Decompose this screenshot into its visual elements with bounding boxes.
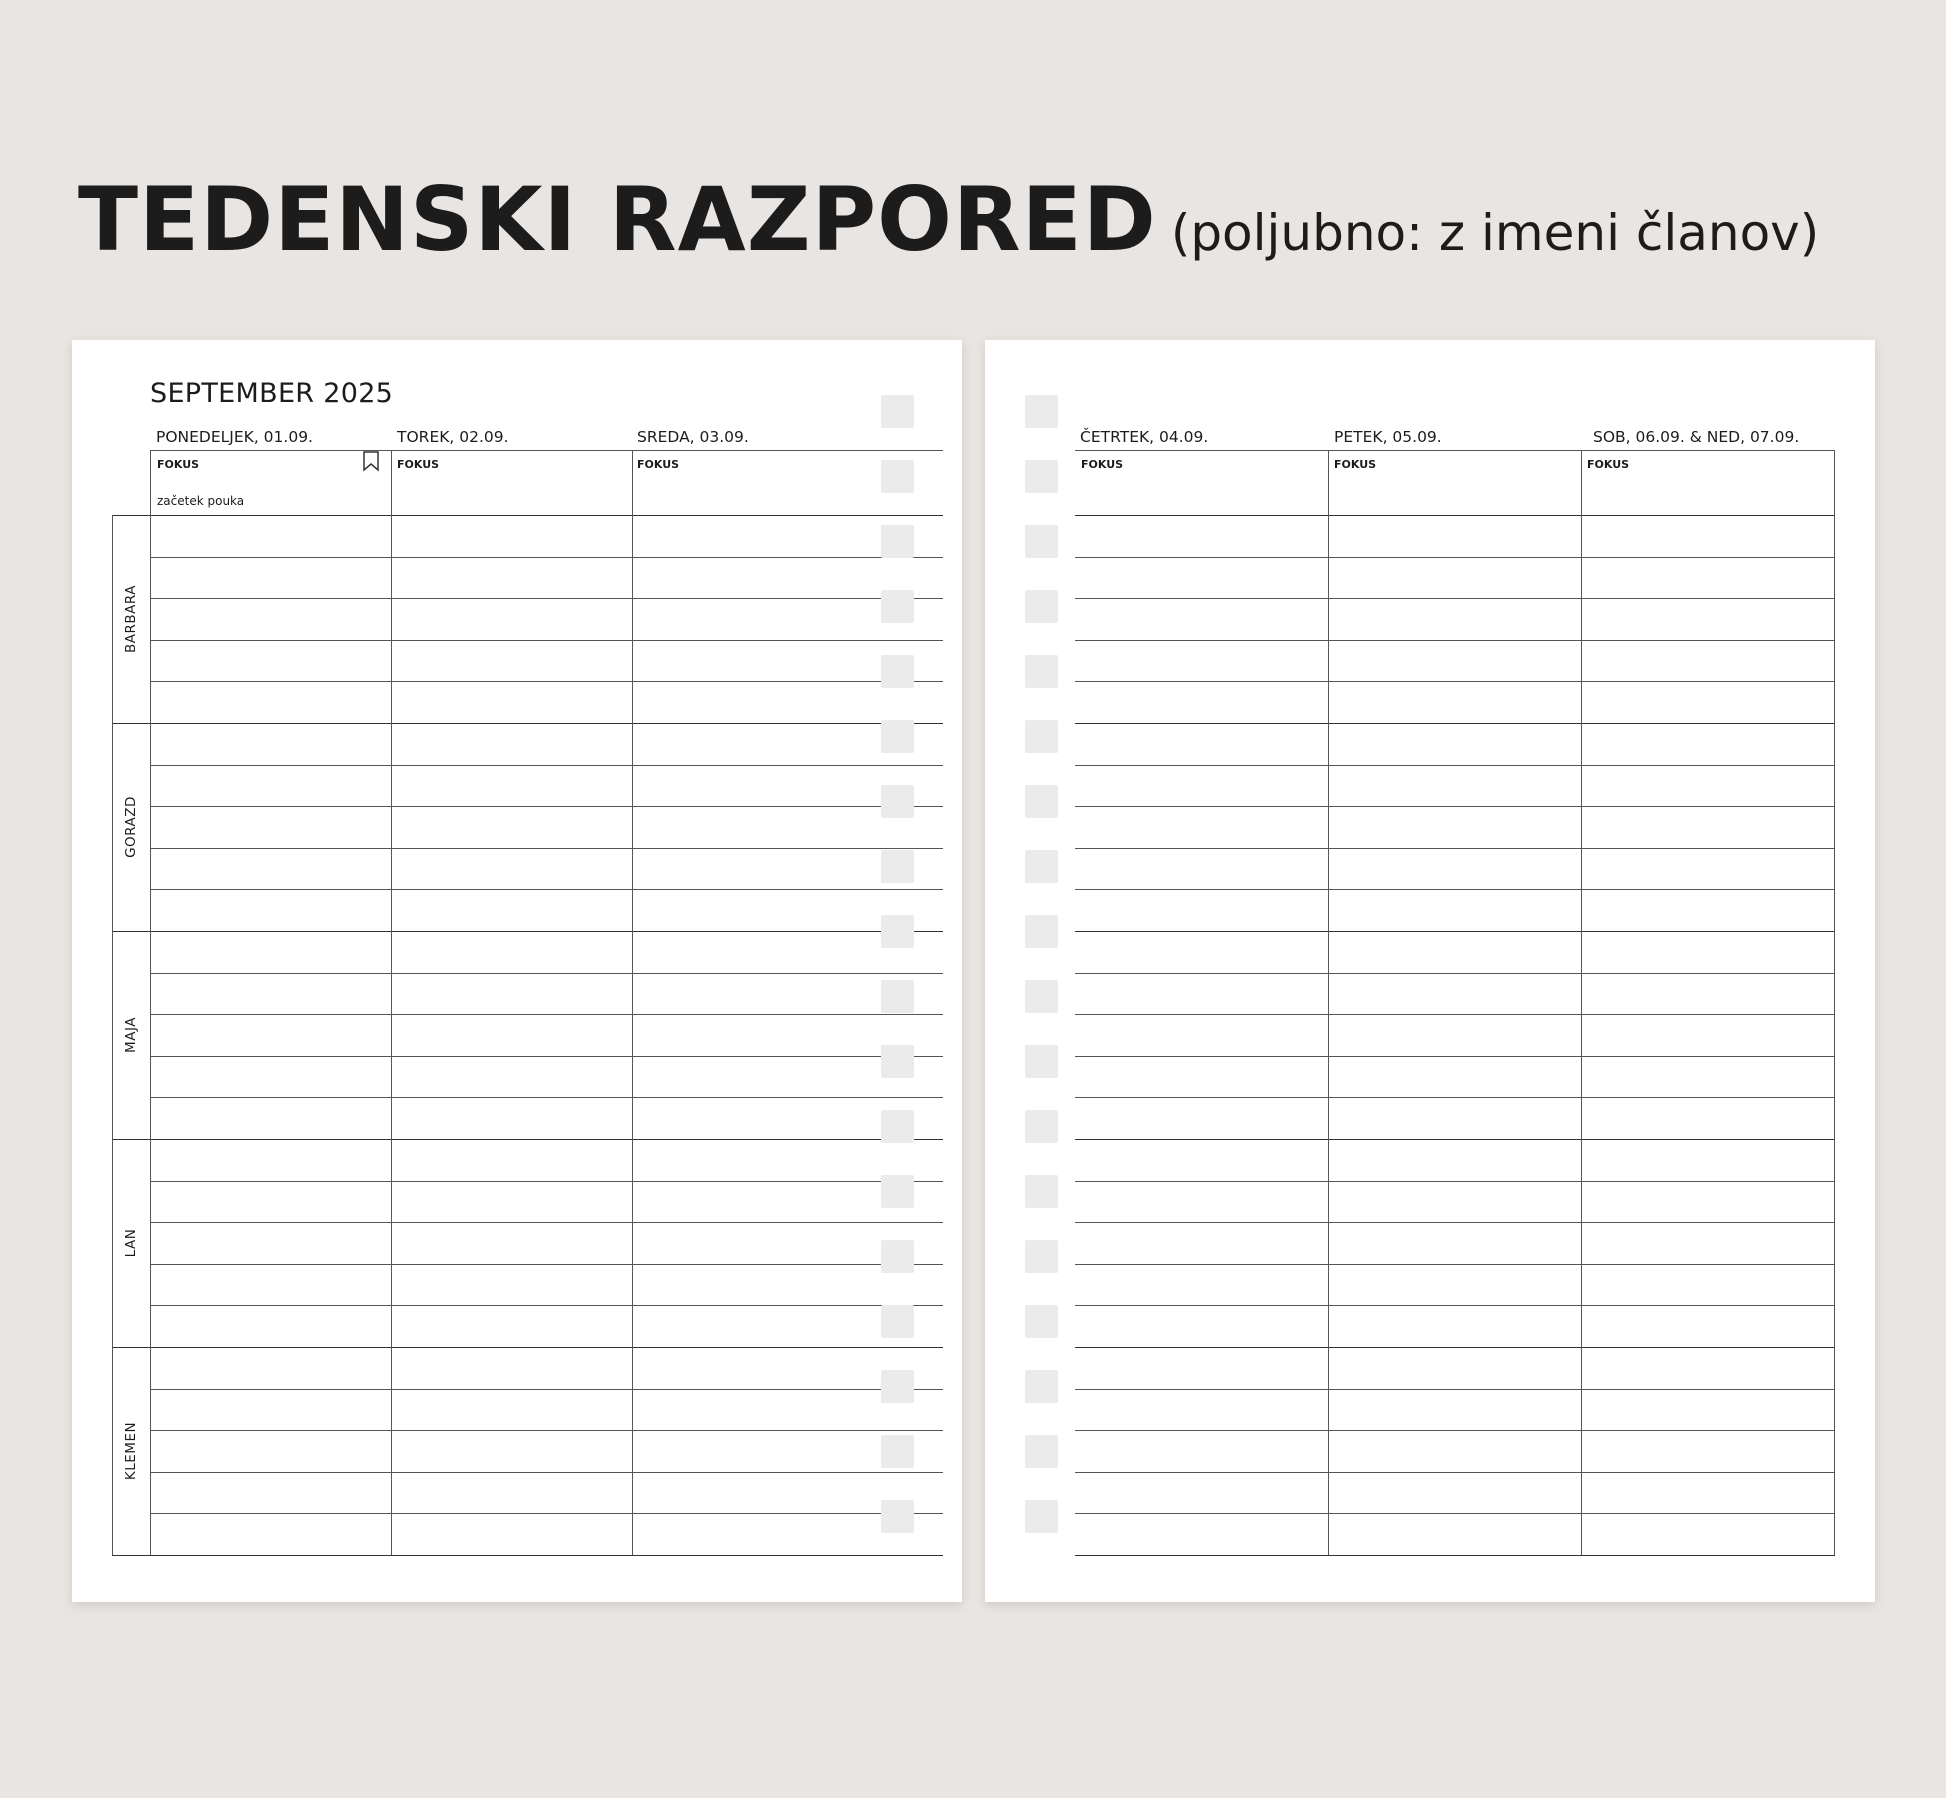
day-label-weekend: SOB, 06.09. & NED, 07.09.: [1593, 428, 1800, 446]
index-tab[interactable]: [881, 1500, 914, 1533]
row-line: [1075, 889, 1835, 890]
member-label-barbara: BARBARA: [123, 585, 139, 653]
row-line: [150, 1264, 943, 1265]
row-line: [1075, 1513, 1835, 1514]
fokus-label-friday: FOKUS: [1334, 458, 1377, 471]
row-line: [150, 557, 943, 558]
row-line: [150, 640, 943, 641]
column-line: [1328, 450, 1329, 1555]
row-line: [150, 1513, 943, 1514]
note-monday: začetek pouka: [157, 494, 245, 508]
index-tab[interactable]: [1025, 590, 1058, 623]
row-line: [1075, 973, 1835, 974]
index-tab[interactable]: [1025, 460, 1058, 493]
fokus-label-wednesday: FOKUS: [637, 458, 680, 471]
row-line: [150, 681, 943, 682]
index-tab[interactable]: [881, 785, 914, 818]
index-tab[interactable]: [881, 395, 914, 428]
row-line: [1075, 1222, 1835, 1223]
day-label-tuesday: TOREK, 02.09.: [397, 428, 509, 446]
index-tab[interactable]: [881, 1370, 914, 1403]
row-line: [150, 765, 943, 766]
fokus-label-tuesday: FOKUS: [397, 458, 440, 471]
column-line: [150, 450, 151, 1555]
day-label-friday: PETEK, 05.09.: [1334, 428, 1442, 446]
row-line: [150, 1181, 943, 1182]
column-line: [1581, 450, 1582, 1555]
day-label-thursday: ČETRTEK, 04.09.: [1080, 428, 1209, 446]
heading-subtitle: (poljubno: z imeni članov): [1170, 204, 1820, 262]
column-line: [1834, 450, 1835, 1555]
member-divider: [1075, 1555, 1835, 1556]
row-line: [1075, 1264, 1835, 1265]
row-line: [150, 1097, 943, 1098]
day-label-monday: PONEDELJEK, 01.09.: [156, 428, 313, 446]
index-tab[interactable]: [881, 1175, 914, 1208]
index-tab[interactable]: [1025, 915, 1058, 948]
row-line: [1075, 1181, 1835, 1182]
row-line: [1075, 1472, 1835, 1473]
member-label-gorazd: GORAZD: [123, 796, 139, 858]
index-tab[interactable]: [881, 1045, 914, 1078]
row-line: [150, 598, 943, 599]
index-tab[interactable]: [881, 590, 914, 623]
row-line: [150, 973, 943, 974]
row-line: [150, 1222, 943, 1223]
row-line: [1075, 1430, 1835, 1431]
month-title: SEPTEMBER 2025: [150, 378, 394, 409]
member-label-maja: MAJA: [123, 1017, 139, 1053]
index-tab[interactable]: [881, 1305, 914, 1338]
row-line: [1075, 598, 1835, 599]
member-label-lan: LAN: [123, 1228, 139, 1258]
row-line: [1075, 848, 1835, 849]
member-divider: [1075, 723, 1835, 724]
row-line: [150, 1014, 943, 1015]
member-divider: [112, 1139, 943, 1140]
page-heading: [78, 168, 1819, 271]
index-tab[interactable]: [1025, 785, 1058, 818]
member-divider: [112, 931, 943, 932]
member-divider: [1075, 1139, 1835, 1140]
index-tab[interactable]: [881, 850, 914, 883]
member-divider: [1075, 1347, 1835, 1348]
row-line: [150, 1305, 943, 1306]
row-line: [150, 806, 943, 807]
row-line: [1075, 1389, 1835, 1390]
index-tab[interactable]: [881, 1110, 914, 1143]
row-line: [1075, 640, 1835, 641]
member-divider: [112, 1555, 943, 1556]
row-line: [1075, 557, 1835, 558]
index-tab[interactable]: [1025, 1175, 1058, 1208]
index-tab[interactable]: [1025, 1045, 1058, 1078]
row-line: [1075, 1014, 1835, 1015]
index-tab[interactable]: [881, 1240, 914, 1273]
planner-page-left: [72, 340, 962, 1602]
column-line: [391, 450, 392, 1555]
heading-title: TEDENSKI RAZPORED: [78, 168, 1157, 271]
member-label-klemen: KLEMEN: [123, 1421, 139, 1481]
index-tab[interactable]: [1025, 1110, 1058, 1143]
bookmark-icon[interactable]: [361, 450, 381, 472]
index-tab[interactable]: [1025, 850, 1058, 883]
member-divider: [112, 515, 943, 516]
row-line: [1075, 1305, 1835, 1306]
row-line: [150, 1389, 943, 1390]
row-line: [1075, 1097, 1835, 1098]
row-line: [1075, 765, 1835, 766]
index-tab[interactable]: [1025, 1500, 1058, 1533]
day-label-wednesday: SREDA, 03.09.: [637, 428, 749, 446]
index-tab[interactable]: [1025, 655, 1058, 688]
index-tab[interactable]: [1025, 525, 1058, 558]
index-tab[interactable]: [881, 525, 914, 558]
index-tab[interactable]: [1025, 1240, 1058, 1273]
index-tab[interactable]: [881, 980, 914, 1013]
row-line: [150, 1430, 943, 1431]
index-tab[interactable]: [881, 720, 914, 753]
index-tab[interactable]: [881, 915, 914, 948]
row-line: [150, 848, 943, 849]
index-tab[interactable]: [1025, 1305, 1058, 1338]
index-tab[interactable]: [881, 655, 914, 688]
column-line: [632, 450, 633, 1555]
index-tab[interactable]: [1025, 1370, 1058, 1403]
member-divider: [1075, 515, 1835, 516]
row-line: [1075, 1056, 1835, 1057]
planner-page-right: [985, 340, 1875, 1602]
index-tab[interactable]: [881, 1435, 914, 1468]
header-rule: [150, 450, 943, 451]
row-line: [1075, 806, 1835, 807]
fokus-label-monday: FOKUS: [157, 458, 200, 471]
row-line: [1075, 681, 1835, 682]
index-tab[interactable]: [881, 460, 914, 493]
fokus-label-weekend: FOKUS: [1587, 458, 1630, 471]
fokus-label-thursday: FOKUS: [1081, 458, 1124, 471]
index-tab[interactable]: [1025, 395, 1058, 428]
member-divider: [1075, 931, 1835, 932]
index-tab[interactable]: [1025, 1435, 1058, 1468]
row-line: [150, 1056, 943, 1057]
index-tab[interactable]: [1025, 720, 1058, 753]
header-rule: [1075, 450, 1835, 451]
index-tab[interactable]: [1025, 980, 1058, 1013]
row-line: [150, 1472, 943, 1473]
member-divider: [112, 723, 943, 724]
row-line: [150, 889, 943, 890]
member-divider: [112, 1347, 943, 1348]
